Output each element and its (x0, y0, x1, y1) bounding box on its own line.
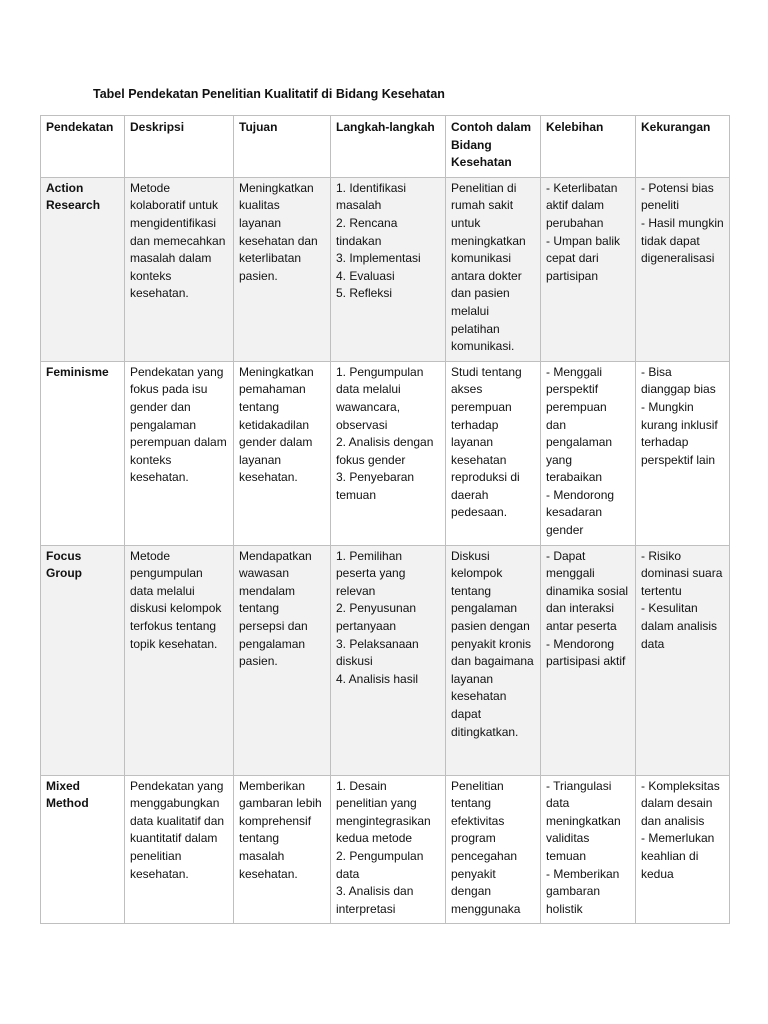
cell-pendekatan: Focus Group (41, 545, 125, 775)
step-item: 3. Analisis dan interpretasi (336, 884, 414, 916)
step-item: 3. Implementasi (336, 251, 421, 266)
cell-kelebihan (541, 775, 636, 924)
step-item: 1. Pemilihan peserta yang relevan (336, 548, 406, 598)
cell-langkah (331, 177, 446, 361)
step-item: 1. Desain penelitian yang mengintegrasikan kedua metode (336, 778, 431, 846)
cell-deskripsi: Metode pengumpulan data melalui diskusi kelompok terfokus tentang topik kesehatan. (125, 545, 234, 775)
cell-kekurangan (636, 177, 730, 361)
cell-tujuan: Memberikan gambaran lebih komprehensif tentang masalah kesehatan. (234, 775, 331, 924)
disadvantage-item: - Bisa dianggap bias (641, 364, 716, 397)
cell-tujuan: Mendapatkan wawasan mendalam tentang persepsi dan pengalaman pasien. (234, 545, 331, 775)
step-item: 2. Rencana tindakan (336, 215, 398, 248)
step-item: 3. Penyebaran temuan (336, 470, 415, 502)
cell-kelebihan (541, 545, 636, 775)
cell-contoh: Penelitian tentang efektivitas program pencegahan penyakit dengan menggunaka (446, 775, 541, 924)
step-item: 2. Penyusunan pertanyaan (336, 601, 417, 634)
step-item: 4. Evaluasi (336, 268, 395, 283)
column-header-kekurangan: Kekurangan (636, 116, 730, 178)
disadvantage-item: - Risiko dominasi suara tertentu (641, 548, 723, 598)
cell-kelebihan (541, 361, 636, 545)
advantage-item: - Umpan balik cepat dari partisipan (546, 233, 621, 283)
cell-deskripsi: Pendekatan yang menggabungkan data kualitatif dan kuantitatif dalam penelitian kesehatan. (125, 775, 234, 924)
cell-deskripsi: Metode kolaboratif untuk mengidentifikasi dan memecahkan masalah dalam konteks kesehatan. (125, 177, 234, 361)
cell-contoh: Penelitian di rumah sakit untuk meningkatkan komunikasi antara dokter dan pasien melalui pelatihan komunikasi. (446, 177, 541, 361)
cell-kekurangan (636, 775, 730, 924)
step-item: 2. Pengumpulan data (336, 849, 424, 881)
step-item: 4. Analisis hasil (336, 671, 419, 686)
column-header-deskripsi: Deskripsi (125, 116, 234, 178)
table-row (41, 177, 730, 361)
column-header-langkah: Langkah-langkah (331, 116, 446, 178)
step-item: 3. Pelaksanaan diskusi (336, 636, 419, 669)
table-header-row (41, 116, 730, 178)
advantage-item: - Mendorong partisipasi aktif (546, 636, 626, 669)
step-item: 2. Analisis dengan fokus gender (336, 435, 434, 467)
disadvantage-item: - Mungkin kurang inklusif terhadap perspektif lain (641, 399, 718, 467)
cell-tujuan: Meningkatkan pemahaman tentang ketidakadilan gender dalam layanan kesehatan. (234, 361, 331, 545)
cell-langkah (331, 361, 446, 545)
cell-kelebihan (541, 177, 636, 361)
disadvantage-item: - Hasil mungkin tidak dapat digeneralisasi (641, 215, 724, 266)
disadvantage-item: - Memerlukan keahlian di kedua (641, 831, 715, 881)
step-item: 1. Pengumpulan data melalui wawancara, observasi (336, 364, 424, 432)
table-row (41, 361, 730, 545)
advantage-item: - Keterlibatan aktif dalam perubahan (546, 180, 618, 230)
cell-pendekatan: Mixed Method (41, 775, 125, 924)
document-title: Tabel Pendekatan Penelitian Kualitatif di Bidang Kesehatan (93, 87, 445, 101)
column-header-kelebihan: Kelebihan (541, 116, 636, 178)
disadvantage-item: - Kompleksitas dalam desain dan analisis (641, 778, 720, 828)
cell-pendekatan: Feminisme (41, 361, 125, 545)
cell-kekurangan (636, 545, 730, 775)
cell-contoh: Diskusi kelompok tentang pengalaman pasien dengan penyakit kronis dan bagaimana layanan kesehatan dapat ditingkatkan. (446, 545, 541, 775)
cell-tujuan: Meningkatkan kualitas layanan kesehatan dan keterlibatan pasien. (234, 177, 331, 361)
approach-table (40, 115, 730, 924)
cell-kekurangan (636, 361, 730, 545)
advantage-item: - Triangulasi data meningkatkan validitas temuan (546, 778, 621, 864)
advantage-item: - Mendorong kesadaran gender (546, 487, 615, 538)
cell-pendekatan: Action Research (41, 177, 125, 361)
advantage-item: - Memberikan gambaran holistik (546, 866, 620, 916)
table-row (41, 545, 730, 775)
cell-langkah (331, 545, 446, 775)
disadvantage-item: - Kesulitan dalam analisis data (641, 601, 718, 651)
column-header-tujuan: Tujuan (234, 116, 331, 178)
advantage-item: - Dapat menggali dinamika sosial dan interaksi antar peserta (546, 548, 629, 634)
column-header-contoh: Contoh dalam Bidang Kesehatan (446, 116, 541, 178)
cell-deskripsi: Pendekatan yang fokus pada isu gender dan pengalaman perempuan dalam konteks kesehatan. (125, 361, 234, 545)
disadvantage-item: - Potensi bias peneliti (641, 180, 714, 213)
advantage-item: - Menggali perspektif perempuan dan pengalaman yang terabaikan (546, 364, 613, 485)
column-header-pendekatan: Pendekatan (41, 116, 125, 178)
step-item: 5. Refleksi (336, 286, 393, 301)
cell-contoh: Studi tentang akses perempuan terhadap layanan kesehatan reproduksi di daerah pedesaan. (446, 361, 541, 545)
step-item: 1. Identifikasi masalah (336, 180, 407, 213)
cell-langkah (331, 775, 446, 924)
table-row (41, 775, 730, 924)
